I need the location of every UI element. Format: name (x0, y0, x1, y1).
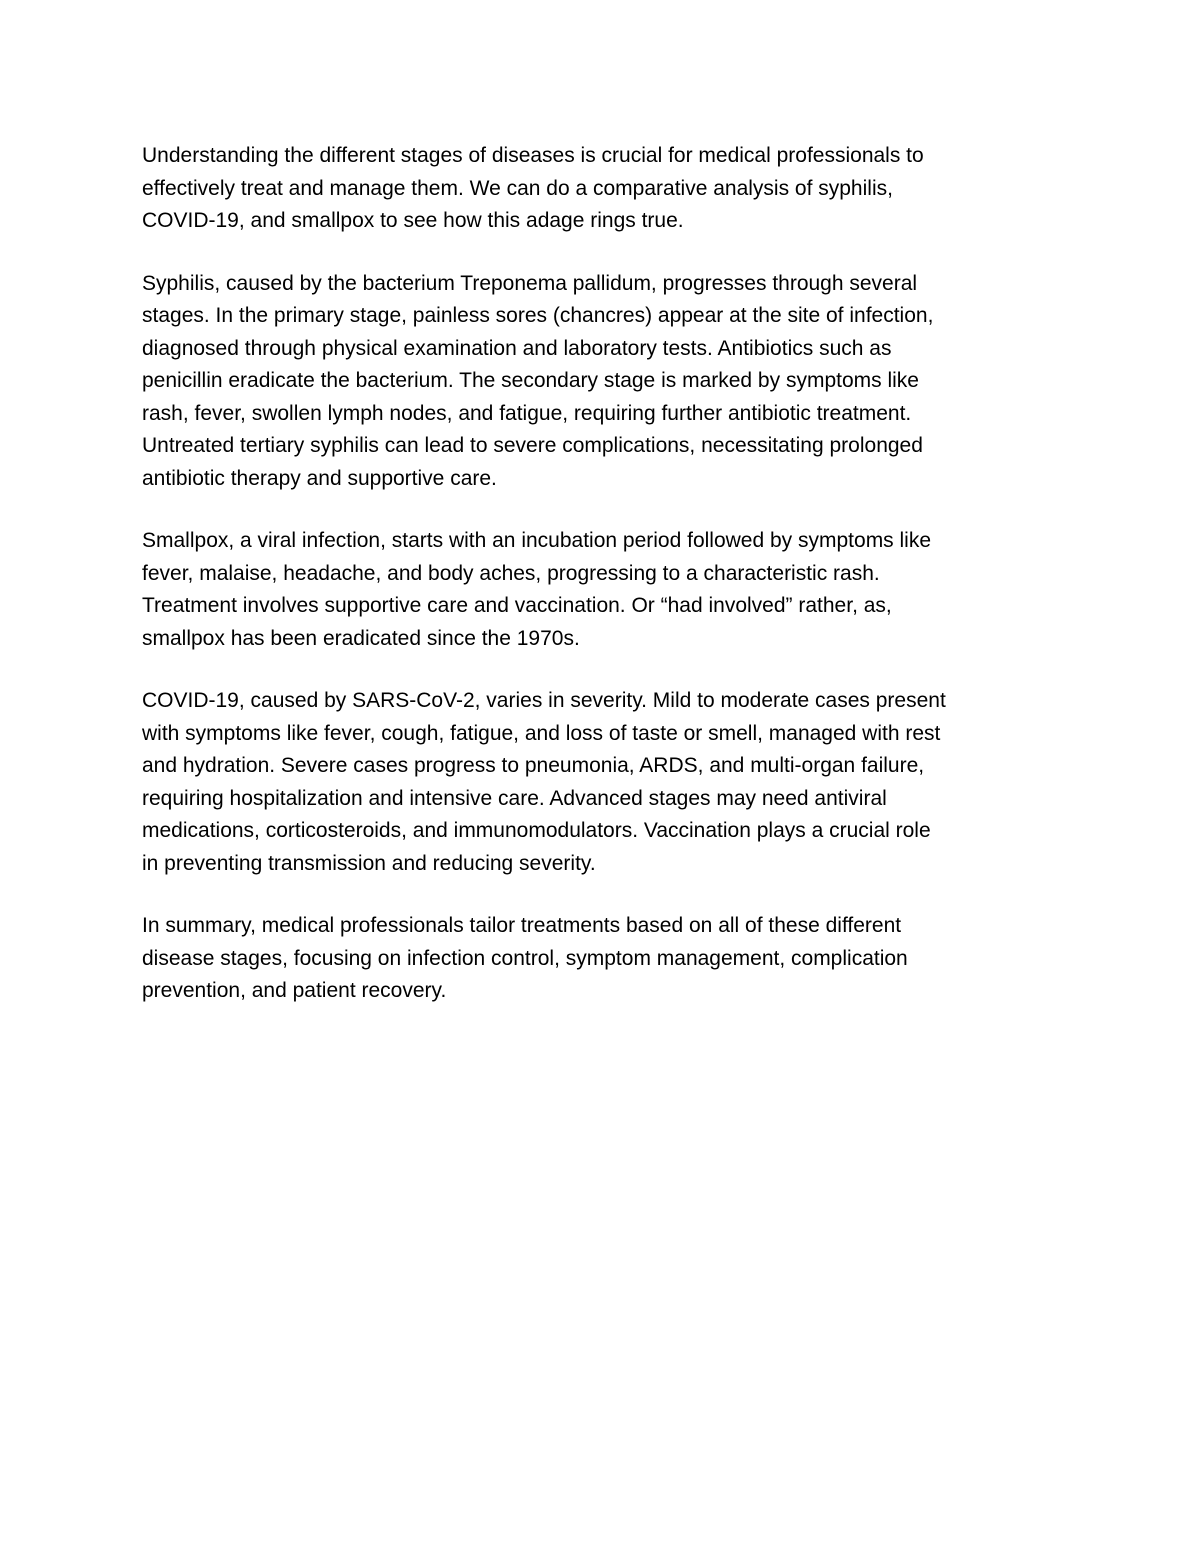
paragraph-syphilis (142, 268, 1062, 496)
text-line: prevention, and patient recovery. (142, 979, 447, 1002)
text-line: smallpox has been eradicated since the 1970s. (142, 626, 580, 650)
text-line: medications, corticosteroids, and immunomodulators. Vaccination plays a crucial role (142, 819, 931, 842)
text-line: Treatment involves supportive care and vaccination. Or “had involved” rather, as, (142, 594, 892, 617)
text-line: disease stages, focusing on infection control, symptom management, complication (142, 946, 908, 970)
text-line: antibiotic therapy and supportive care. (142, 466, 497, 490)
document-body (142, 140, 1062, 1038)
text-line: Untreated tertiary syphilis can lead to severe complications, necessitating prolonged (142, 434, 923, 457)
text-line: penicillin eradicate the bacterium. The secondary stage is marked by symptoms like (142, 369, 919, 392)
text-line: COVID-19, caused by SARS-CoV-2, varies in severity. Mild to moderate cases present (142, 689, 946, 712)
text-line: fever, malaise, headache, and body aches, progressing to a characteristic rash. (142, 561, 880, 585)
paragraph-summary (142, 910, 1062, 1008)
text-line: diagnosed through physical examination and laboratory tests. Antibiotics such as (142, 336, 892, 360)
text-line: COVID-19, and smallpox to see how this adage rings true. (142, 209, 684, 232)
text-line: rash, fever, swollen lymph nodes, and fatigue, requiring further antibiotic treatment. (142, 401, 912, 425)
text-line: stages. In the primary stage, painless sores (chancres) appear at the site of infection, (142, 304, 934, 327)
paragraph-smallpox (142, 525, 1062, 655)
text-line: effectively treat and manage them. We can do a comparative analysis of syphilis, (142, 176, 893, 200)
paragraph-introduction (142, 140, 1062, 238)
paragraph-covid19 (142, 685, 1062, 880)
text-line: In summary, medical professionals tailor treatments based on all of these different (142, 914, 902, 937)
text-line: and hydration. Severe cases progress to pneumonia, ARDS, and multi-organ failure, (142, 754, 925, 777)
text-line: Smallpox, a viral infection, starts with an incubation period followed by symptoms like (142, 529, 932, 552)
text-line: requiring hospitalization and intensive care. Advanced stages may need antiviral (142, 786, 887, 810)
text-line: with symptoms like fever, cough, fatigue, and loss of taste or smell, managed with rest (142, 721, 941, 745)
text-line: Syphilis, caused by the bacterium Treponema pallidum, progresses through several (142, 271, 918, 295)
text-line: Understanding the different stages of diseases is crucial for medical professionals to (142, 144, 924, 167)
text-line: in preventing transmission and reducing severity. (142, 851, 596, 875)
